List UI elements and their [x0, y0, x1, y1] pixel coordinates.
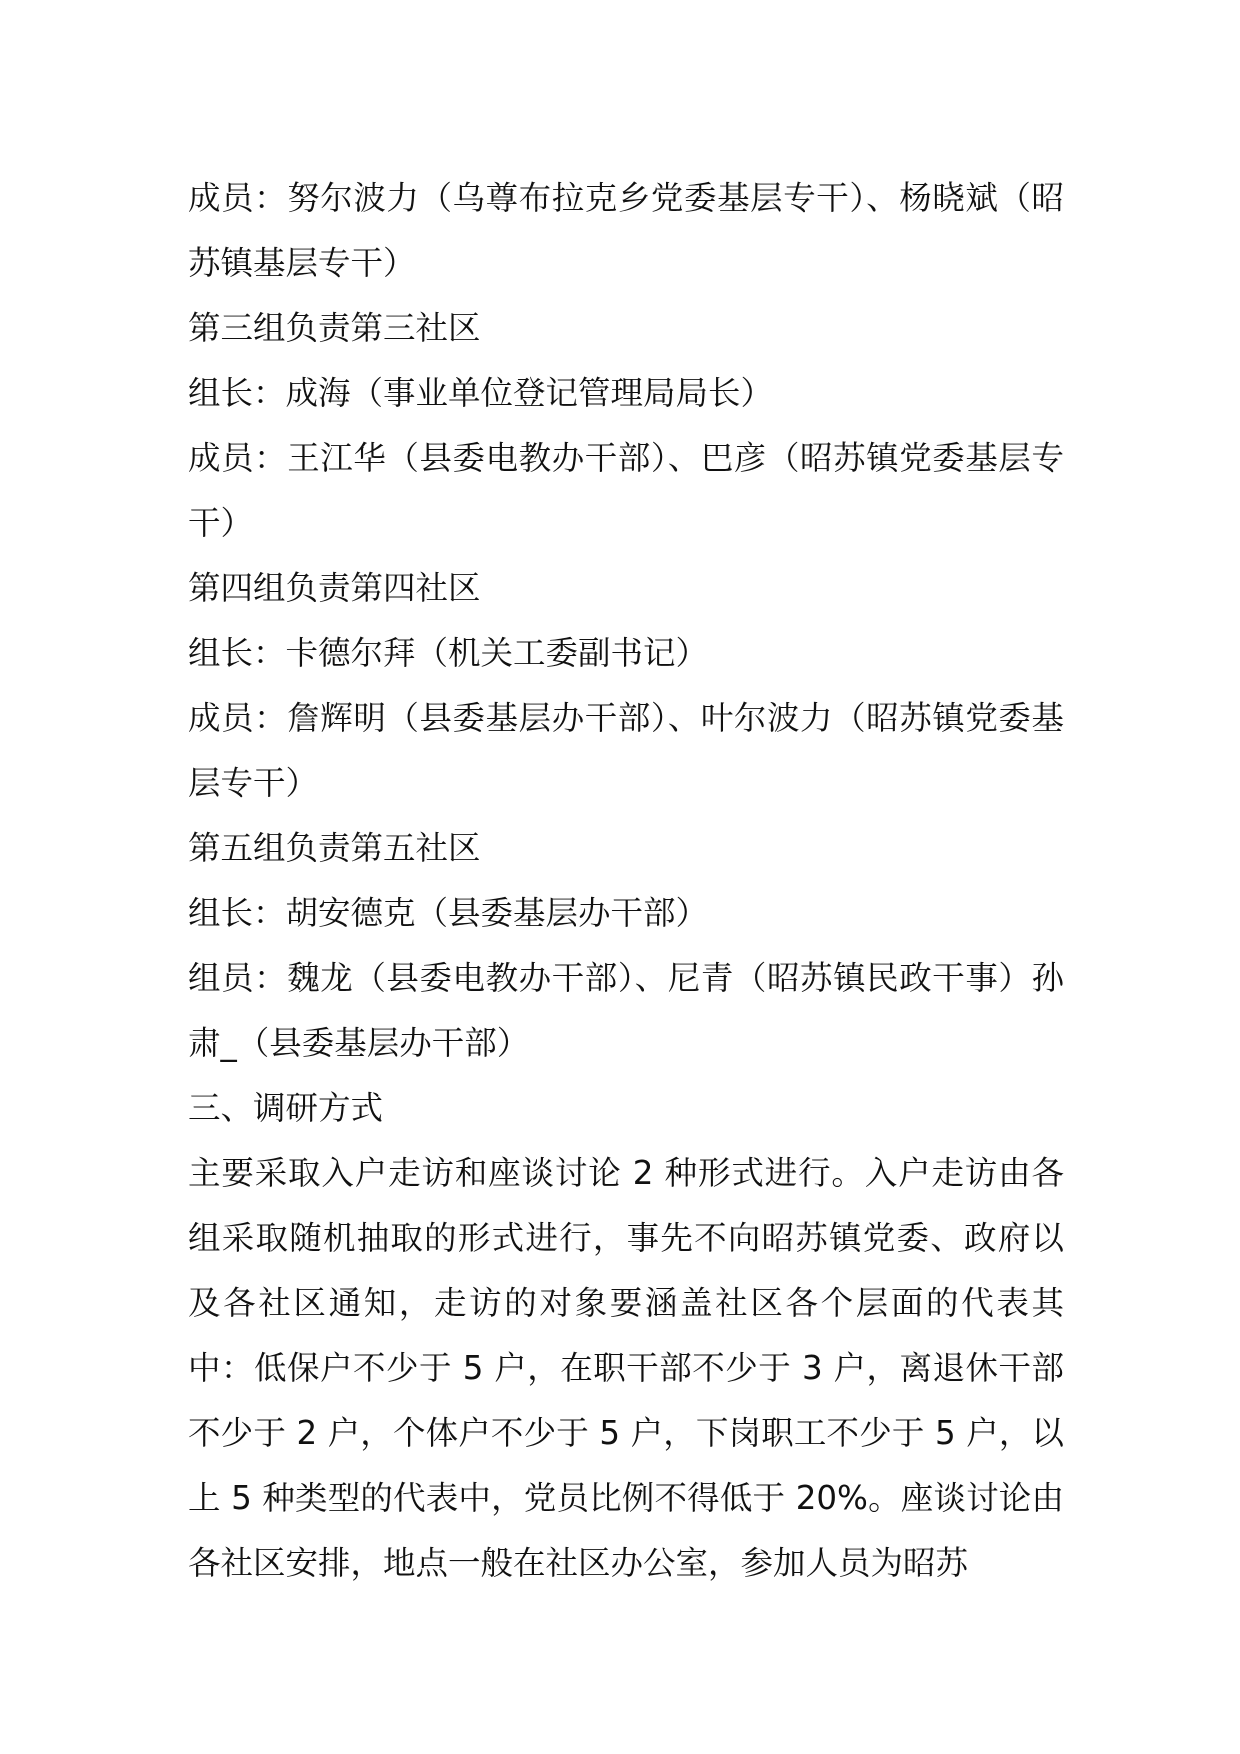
paragraph-group3-members: 成员：王江华（县委电教办干部）、巴彦（昭苏镇党委基层专干） — [188, 439, 1064, 542]
paragraph-members-group2: 成员：努尔波力（乌尊布拉克乡党委基层专干）、杨晓斌（昭苏镇基层专干） — [188, 179, 1064, 282]
paragraph-group5-heading: 第五组负责第五社区 — [188, 829, 481, 867]
paragraph-group4-members: 成员：詹辉明（县委基层办干部）、叶尔波力（昭苏镇党委基层专干） — [188, 699, 1064, 802]
document-body — [188, 166, 1064, 1596]
paragraph-group3-heading: 第三组负责第三社区 — [188, 309, 481, 347]
paragraph-research-method: 主要采取入户走访和座谈讨论 2 种形式进行。入户走访由各组采取随机抽取的形式进行，事先不向昭苏镇党委、政府以及各社区通知，走访的对象要涵盖社区各个层面的代表其中：低保户不少于 5 户，在职干部不少于 3 户，离退休干部不少于 2 户，个体户不少于 5 户，下岗职工不少于 5 户，以上 5 种类型的代表中，党员比例不得低于 20%。座谈讨论由各社区安排，地点一般在社区办公室，参加人员为昭苏 — [188, 1154, 1064, 1582]
paragraph-group5-leader: 组长：胡安德克（县委基层办干部） — [188, 894, 709, 932]
paragraph-group4-heading: 第四组负责第四社区 — [188, 569, 481, 607]
paragraph-group4-leader: 组长：卡德尔拜（机关工委副书记） — [188, 634, 709, 672]
paragraph-group5-members: 组员：魏龙（县委电教办干部）、尼青（昭苏镇民政干事）孙肃_（县委基层办干部） — [188, 959, 1064, 1062]
section-heading-research-method: 三、调研方式 — [188, 1089, 384, 1127]
paragraph-group3-leader: 组长：成海（事业单位登记管理局局长） — [188, 374, 774, 412]
